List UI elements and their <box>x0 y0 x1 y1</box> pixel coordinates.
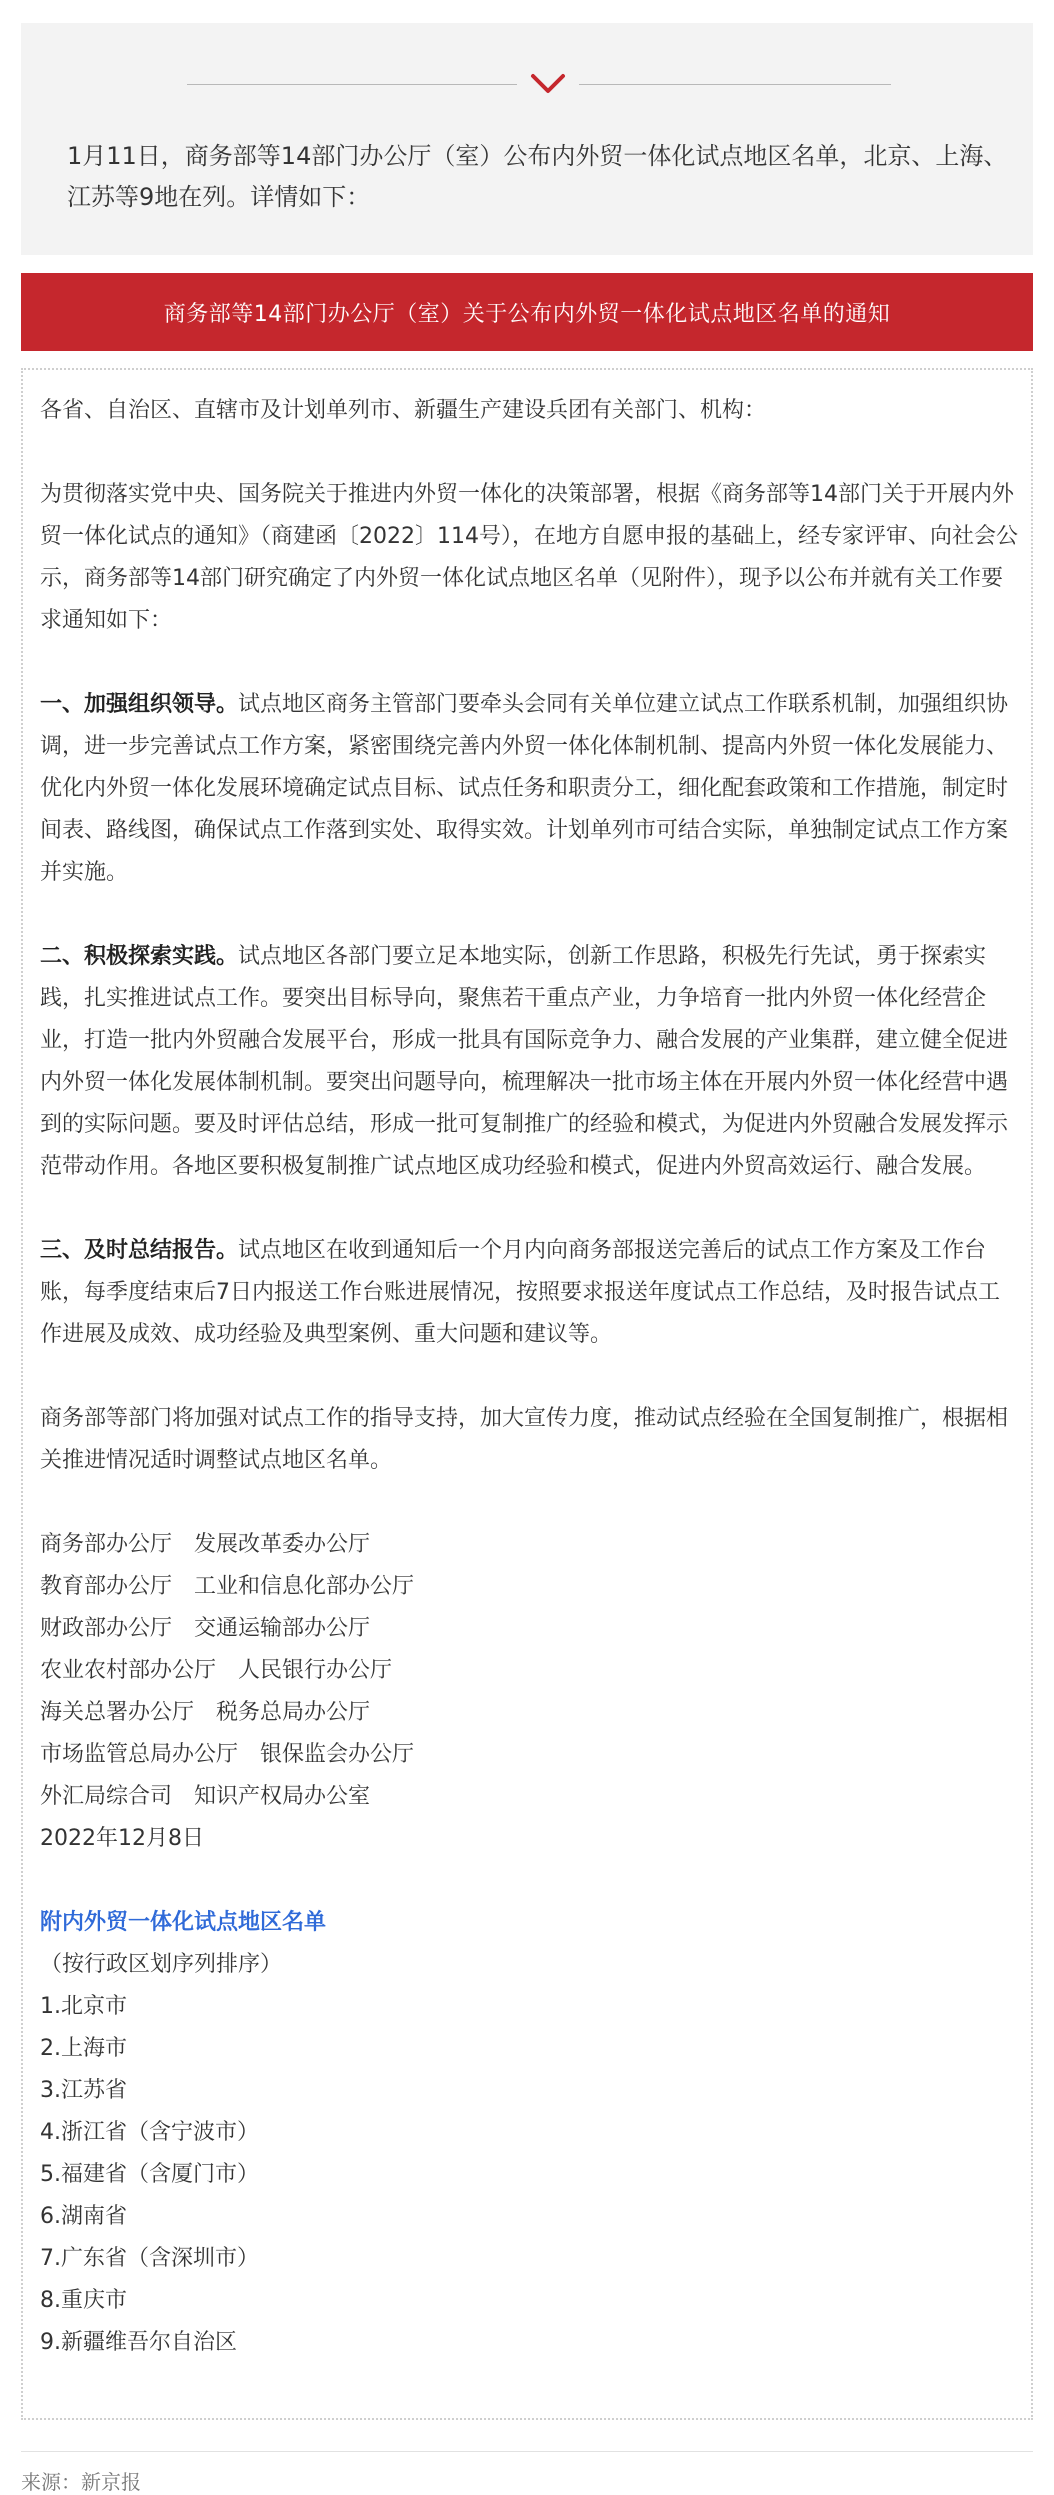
intro-box <box>21 23 1033 255</box>
signatory-line: 海关总署办公厅 税务总局办公厅 <box>40 1700 371 1725</box>
annex-list-item: 3.江苏省 <box>40 2078 127 2103</box>
closing-paragraph: 商务部等部门将加强对试点工作的指导支持，加大宣传力度，推动试点经验在全国复制推广，根据相关推进情况适时调整试点地区名单。 <box>40 1406 1009 1473</box>
notice-date: 2022年12月8日 <box>40 1826 204 1851</box>
section-text: 试点地区在收到通知后一个月内向商务部报送完善后的试点工作方案及工作台账，每季度结束后7日内报送工作台账进展情况，按照要求报送年度试点工作总结，及时报告试点工作进展及成效、成功经验及典型案例、重大问题和建议等。 <box>40 1238 1001 1347</box>
section-paragraph <box>40 684 1020 894</box>
section-heading: 二、积极探索实践。 <box>40 944 239 969</box>
section-paragraph <box>40 936 1020 1188</box>
source-divider <box>21 2451 1033 2452</box>
notice-body <box>40 390 1020 2364</box>
divider-right <box>579 84 891 85</box>
section-heading: 一、加强组织领导。 <box>40 692 239 717</box>
intro-text: 1月11日，商务部等14部门办公厅（室）公布内外贸一体化试点地区名单，北京、上海、江苏等9地在列。详情如下： <box>67 142 1008 211</box>
chevron-down-icon <box>529 71 567 97</box>
signatory-line: 教育部办公厅 工业和信息化部办公厅 <box>40 1574 415 1599</box>
annex-list-item: 2.上海市 <box>40 2036 127 2061</box>
notice-content-box <box>21 368 1033 2420</box>
annex-title: 附内外贸一体化试点地区名单 <box>40 1910 327 1935</box>
section-paragraph <box>40 1230 1020 1356</box>
notice-title-banner <box>21 273 1033 351</box>
source-credit: 来源：新京报 <box>21 2470 141 2494</box>
signatory-line: 农业农村部办公厅 人民银行办公厅 <box>40 1658 393 1683</box>
section-heading: 三、及时总结报告。 <box>40 1238 239 1263</box>
section-text: 试点地区各部门要立足本地实际，创新工作思路，积极先行先试，勇于探索实践，扎实推进试点工作。要突出目标导向，聚焦若干重点产业，力争培育一批内外贸一体化经营企业，打造一批内外贸融合发展平台，形成一批具有国际竞争力、融合发展的产业集群，建立健全促进内外贸一体化发展体制机制。要突出问题导向，梳理解决一批市场主体在开展内外贸一体化经营中遇到的实际问题。要及时评估总结，形成一批可复制推广的经验和模式，为促进内外贸融合发展发挥示范带动作用。各地区要积极复制推广试点地区成功经验和模式，促进内外贸高效运行、融合发展。 <box>40 944 1009 1179</box>
section-text: 试点地区商务主管部门要牵头会同有关单位建立试点工作联系机制，加强组织协调，进一步完善试点工作方案，紧密围绕完善内外贸一体化体制机制、提高内外贸一体化发展能力、优化内外贸一体化发展环境确定试点目标、试点任务和职责分工，细化配套政策和工作措施，制定时间表、路线图，确保试点工作落到实处、取得实效。计划单列市可结合实际，单独制定试点工作方案并实施。 <box>40 692 1009 885</box>
notice-title: 商务部等14部门办公厅（室）关于公布内外贸一体化试点地区名单的通知 <box>163 301 891 327</box>
signatory-line: 财政部办公厅 交通运输部办公厅 <box>40 1616 371 1641</box>
divider-left <box>187 84 517 85</box>
annex-list-item: 5.福建省（含厦门市） <box>40 2162 259 2187</box>
salutation: 各省、自治区、直辖市及计划单列市、新疆生产建设兵团有关部门、机构： <box>40 398 767 423</box>
signatory-line: 商务部办公厅 发展改革委办公厅 <box>40 1532 371 1557</box>
annex-list-item: 1.北京市 <box>40 1994 127 2019</box>
annex-note: （按行政区划序列排序） <box>40 1952 283 1977</box>
signatory-line: 市场监管总局办公厅 银保监会办公厅 <box>40 1742 415 1767</box>
annex-list-item: 6.湖南省 <box>40 2204 127 2229</box>
annex-list-item: 7.广东省（含深圳市） <box>40 2246 259 2271</box>
annex-list-item: 8.重庆市 <box>40 2288 127 2313</box>
annex-list-item: 4.浙江省（含宁波市） <box>40 2120 259 2145</box>
annex-list-item: 9.新疆维吾尔自治区 <box>40 2330 237 2355</box>
preamble-paragraph: 为贯彻落实党中央、国务院关于推进内外贸一体化的决策部署，根据《商务部等14部门关于开展内外贸一体化试点的通知》（商建函〔2022〕114号），在地方自愿申报的基础上，经专家评审、向社会公示，商务部等14部门研究确定了内外贸一体化试点地区名单（见附件），现予以公布并就有关工作要求通知如下： <box>40 482 1018 633</box>
signatory-line: 外汇局综合司 知识产权局办公室 <box>40 1784 371 1809</box>
